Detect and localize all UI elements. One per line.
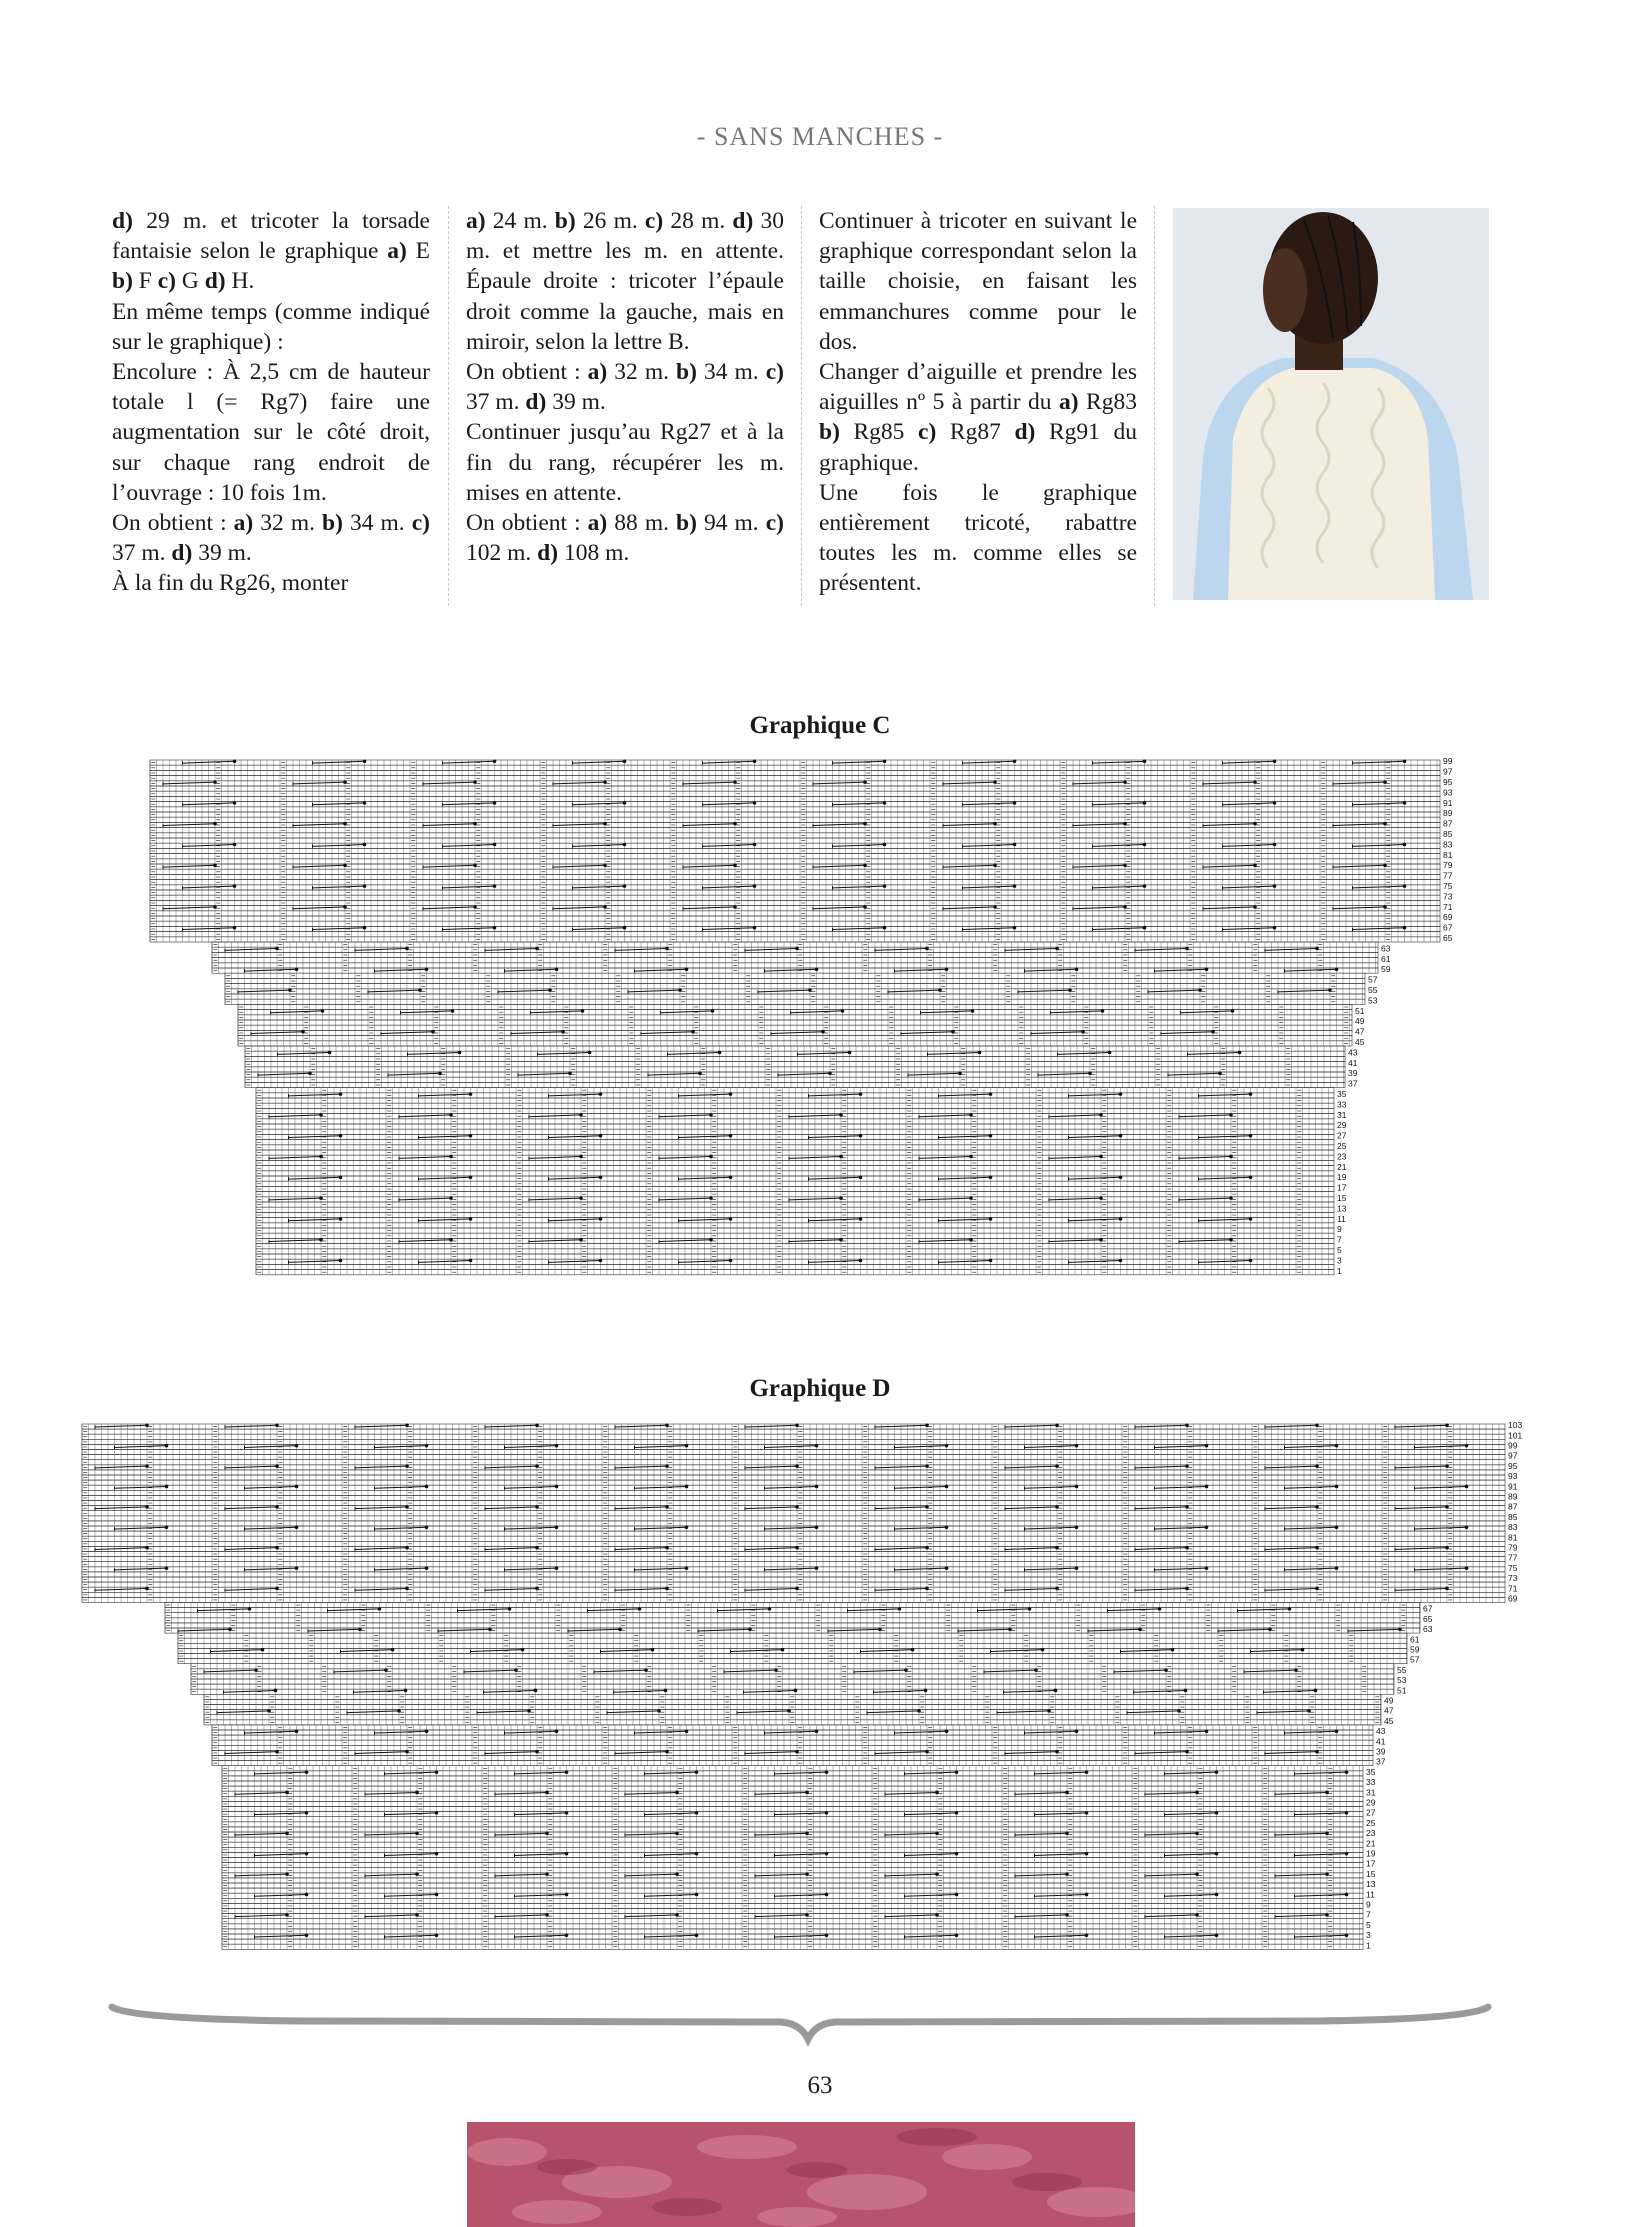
row-number-label: 91 [1508,1481,1518,1491]
chart-row [245,1077,1345,1082]
row-number-label: 29 [1366,1798,1376,1808]
row-number-label: 87 [1508,1502,1518,1512]
chart-row [245,1047,1358,1057]
row-number-label: 65 [1423,1614,1433,1624]
row-number-label: 69 [1443,912,1453,922]
chart-row [150,881,1453,891]
chart-row [238,1025,1352,1030]
chart-row [82,1531,1505,1536]
row-number-label: 79 [1508,1543,1518,1553]
chart-row [178,1643,1407,1648]
chart-row [82,1592,1505,1597]
chart-row [165,1604,1433,1614]
row-number-label: 65 [1443,933,1453,943]
chart-row [212,943,1391,953]
chart-row [256,1089,1347,1099]
row-number-label: 33 [1366,1777,1376,1787]
chart-row [212,1735,1373,1740]
row-number-label: 15 [1337,1193,1347,1203]
row-number-label: 95 [1508,1461,1518,1471]
row-number-label: 81 [1508,1532,1518,1542]
chart-row [82,1572,1505,1577]
row-number-label: 57 [1368,975,1378,985]
chart-row [150,839,1453,849]
chart-row [225,995,1378,1005]
paragraph: On obtient : a) 88 m. b) 94 m. c) 102 m. d) 108 m. [466,508,784,568]
chart-row [191,1684,1394,1689]
chart-row [256,1212,1334,1217]
row-number-label: 1 [1337,1266,1342,1276]
chart-row [245,1046,1345,1051]
chart-row [82,1511,1505,1516]
chart-row [256,1160,1334,1165]
chart-row [256,1214,1346,1224]
chart-row [82,1501,1505,1506]
paragraph: Une fois le graphique entièrement tricoté, rabattre toutes les m. comme elles se présentent. [819,478,1137,599]
row-number-label: 37 [1348,1079,1358,1089]
row-number-label: 13 [1337,1203,1347,1213]
chart-row [82,1450,1505,1455]
row-number-label: 51 [1355,1006,1365,1016]
row-number-label: 73 [1508,1573,1518,1583]
chart-row [225,984,1365,989]
chart-row [222,1817,1363,1822]
chart-row [238,1015,1352,1020]
chart-row [150,838,1440,843]
paragraph: Continuer jusqu’au Rg27 et à la fin du rang, récupérer les m. mises en attente. [466,417,784,508]
chart-row [150,912,1453,922]
chart-row [222,1898,1363,1903]
chart-row [150,817,1440,822]
chart-row [222,1767,1376,1777]
chart-row [178,1634,1420,1644]
chart-row [82,1552,1505,1557]
chart-row [256,1099,1347,1109]
row-number-label: 45 [1355,1037,1365,1047]
row-number-label: 61 [1381,954,1391,964]
row-number-label: 67 [1423,1604,1433,1614]
chart-row [150,765,1440,770]
chart-row [165,1603,1420,1608]
row-number-label: 53 [1368,995,1378,1005]
chart-row [256,1193,1347,1203]
chart-row [256,1172,1347,1182]
row-number-label: 35 [1366,1767,1376,1777]
chart-row [222,1888,1363,1893]
row-number-label: 27 [1366,1808,1376,1818]
row-number-label: 7 [1337,1235,1342,1245]
row-number-label: 73 [1443,891,1453,901]
chart-row [222,1827,1363,1832]
chart-row [212,963,1378,968]
paragraph: d) 29 m. et tricoter la torsade fantaisie selon le graphique a) E b) F c) G d) H. [112,206,430,297]
chart-row [82,1460,1505,1465]
row-number-label: 91 [1443,798,1453,808]
row-number-label: 93 [1443,787,1453,797]
chart-row [256,1088,1334,1093]
row-number-label: 21 [1337,1162,1347,1172]
chart-row [256,1171,1334,1176]
row-number-label: 71 [1508,1583,1518,1593]
chart-row [256,1110,1347,1120]
column-divider [1154,206,1155,606]
chart-row [191,1664,1394,1669]
chart-row [204,1696,1394,1706]
chart-row [82,1541,1505,1546]
chart-row [150,807,1440,812]
row-number-label: 9 [1337,1224,1342,1234]
row-number-label: 43 [1348,1047,1358,1057]
chart-row [256,1120,1347,1130]
row-number-label: 37 [1376,1757,1386,1767]
text-column-2 [466,206,784,568]
row-number-label: 5 [1366,1920,1371,1930]
row-number-label: 67 [1443,923,1453,933]
chart-row [165,1623,1420,1628]
row-number-label: 11 [1337,1214,1346,1224]
row-number-label: 9 [1366,1900,1371,1910]
chart-row [222,1807,1363,1812]
chart-row [165,1613,1420,1618]
row-number-label: 3 [1337,1255,1342,1265]
chart-row [82,1562,1505,1567]
chart-row [225,973,1365,978]
chart-row [222,1849,1376,1859]
row-number-label: 63 [1423,1624,1433,1634]
chart-row [256,1140,1334,1145]
chart-row [256,1162,1347,1172]
row-number-label: 69 [1508,1594,1518,1604]
chart-row [204,1716,1394,1726]
paragraph: On obtient : a) 32 m. b) 34 m. c) 37 m. d) 39 m. [466,357,784,417]
row-number-label: 35 [1337,1089,1347,1099]
row-number-label: 17 [1366,1859,1376,1869]
row-number-label: 3 [1366,1930,1371,1940]
row-number-label: 29 [1337,1120,1347,1130]
chart-row [256,1183,1347,1193]
chart-row [150,787,1453,797]
row-number-label: 85 [1443,829,1453,839]
row-number-label: 25 [1366,1818,1376,1828]
chart-row [256,1129,1334,1134]
chart-row [222,1766,1363,1771]
chart-row [222,1777,1376,1787]
chart-row [212,1725,1373,1730]
row-number-label: 49 [1355,1016,1365,1026]
chart-row [256,1141,1347,1151]
chart-row [150,808,1453,818]
chart-row [150,891,1453,901]
chart-grid [82,1420,1522,1950]
chart-row [222,1818,1376,1828]
row-number-label: 53 [1397,1675,1407,1685]
row-number-label: 93 [1508,1471,1518,1481]
row-number-label: 79 [1443,860,1453,870]
decorative-brace [0,1995,1640,2055]
chart-row [178,1633,1407,1638]
paragraph: a) 24 m. b) 26 m. c) 28 m. d) 30 m. et mettre les m. en attente. Épaule droite : tricoter l’épaule droit comme la gauche, mais en miroir, selon la lettre B. [466,206,784,357]
chart-row [150,796,1440,801]
row-number-label: 47 [1355,1027,1365,1037]
chart-row [82,1429,1505,1434]
chart-row [256,1202,1334,1207]
chart-row [238,1004,1352,1009]
row-number-label: 1 [1366,1940,1371,1950]
column-divider [801,206,802,606]
paragraph: À la fin du Rg26, monter [112,568,430,598]
row-number-label: 101 [1508,1430,1522,1440]
chart-row [245,1068,1358,1078]
chart-row [82,1420,1522,1430]
row-number-label: 13 [1366,1879,1376,1889]
row-number-label: 87 [1443,819,1453,829]
row-number-label: 7 [1366,1910,1371,1920]
paragraph: Encolure : À 2,5 cm de hauteur totale l (= Rg7) faire une augmentation sur le côté droit, sur chaque rang endroit de l’ouvrage : 10 fois 1m. [112,357,430,508]
row-number-label: 47 [1384,1706,1394,1716]
row-number-label: 95 [1443,777,1453,787]
row-number-label: 103 [1508,1420,1522,1430]
text-column-3 [819,206,1137,599]
chart-row [204,1706,1394,1716]
chart-row [82,1521,1505,1526]
chart-grid [150,756,1453,1276]
row-number-label: 23 [1366,1828,1376,1838]
chart-row [150,932,1440,937]
chart-row [212,952,1378,957]
paragraph: Continuer à tricoter en suivant le graphique correspondant selon la taille choisie, en faisant les emmanchures comme pour le dos. [819,206,1137,357]
chart-row [245,1079,1358,1089]
chart-row [222,1808,1376,1818]
row-number-label: 63 [1381,943,1391,953]
chart-row [256,1181,1334,1186]
chart-row [82,1582,1505,1587]
chart-row [212,1756,1373,1761]
row-number-label: 27 [1337,1131,1347,1141]
chart-row [150,869,1440,874]
row-number-label: 41 [1376,1736,1386,1746]
chart-row [222,1878,1363,1883]
section-header: - SANS MANCHES - [0,122,1640,152]
row-number-label: 39 [1348,1068,1358,1078]
row-number-label: 75 [1443,881,1453,891]
chart-row [245,1056,1345,1061]
row-number-label: 83 [1508,1522,1518,1532]
chart-row [150,880,1440,885]
fluffy-fabric-texture [467,2122,1135,2227]
chart-row [178,1645,1420,1655]
row-number-label: 19 [1366,1849,1376,1859]
row-number-label: 55 [1368,985,1378,995]
row-number-label: 23 [1337,1151,1347,1161]
next-page-preview [467,2122,1135,2227]
chart-row [256,1264,1334,1269]
chart-row [256,1098,1334,1103]
chart-row [150,776,1440,781]
chart-title-c: Graphique C [0,712,1640,740]
knitting-chart-d [0,1418,1640,1978]
chart-row [150,890,1440,895]
chart-row [150,828,1440,833]
chart-row [204,1694,1381,1699]
column-divider [448,206,449,606]
chart-row [222,1796,1363,1801]
paragraph: En même temps (comme indiqué sur le graphique) : [112,297,430,357]
page-number: 63 [0,2072,1640,2100]
chart-row [165,1614,1433,1624]
row-number-label: 71 [1443,902,1453,912]
chart-row [150,848,1440,853]
model-illustration [1173,208,1489,600]
row-number-label: 59 [1410,1645,1420,1655]
chart-title-d: Graphique D [0,1375,1640,1403]
chart-row [222,1858,1363,1863]
row-number-label: 21 [1366,1838,1376,1848]
row-number-label: 97 [1508,1451,1518,1461]
chart-row [222,1859,1376,1869]
chart-row [150,921,1440,926]
chart-row [82,1490,1505,1495]
chart-row [204,1705,1381,1710]
model-photo [1173,208,1489,600]
row-number-label: 39 [1376,1747,1386,1757]
paragraph: On obtient : a) 32 m. b) 34 m. c) 37 m. d) 39 m. [112,508,430,568]
row-number-label: 77 [1508,1553,1518,1563]
row-number-label: 49 [1384,1696,1394,1706]
chart-row [238,1036,1352,1041]
chart-row [222,1939,1363,1944]
chart-row [222,1929,1363,1934]
chart-row [256,1108,1334,1113]
row-number-label: 45 [1384,1716,1394,1726]
row-number-label: 99 [1508,1441,1518,1451]
chart-row [245,1058,1358,1068]
chart-row [191,1674,1394,1679]
chart-row [222,1879,1376,1889]
chart-row [150,756,1453,766]
chart-row [222,1798,1376,1808]
chart-row [222,1838,1376,1848]
row-number-label: 43 [1376,1726,1386,1736]
chart-row [256,1244,1334,1249]
row-number-label: 99 [1443,756,1453,766]
row-number-label: 41 [1348,1058,1358,1068]
row-number-label: 85 [1508,1512,1518,1522]
chart-row [82,1470,1505,1475]
chart-row [150,859,1440,864]
row-number-label: 19 [1337,1172,1347,1182]
chart-row [256,1223,1334,1228]
row-number-label: 33 [1337,1099,1347,1109]
row-number-label: 5 [1337,1245,1342,1255]
row-number-label: 89 [1443,808,1453,818]
chart-row [256,1233,1334,1238]
chart-row [178,1655,1420,1665]
chart-row [222,1847,1363,1852]
chart-row [222,1919,1363,1924]
chart-row [82,1480,1505,1485]
chart-row [222,1786,1363,1791]
row-number-label: 77 [1443,871,1453,881]
text-column-1 [112,206,430,599]
row-number-label: 59 [1381,964,1391,974]
chart-row [212,942,1378,947]
chart-row [256,1151,1347,1161]
chart-row [256,1131,1347,1141]
row-number-label: 31 [1337,1110,1347,1120]
row-number-label: 15 [1366,1869,1376,1879]
row-number-label: 75 [1508,1563,1518,1573]
chart-row [225,994,1365,999]
chart-row [256,1203,1347,1213]
chart-row [256,1192,1334,1197]
chart-row [222,1909,1363,1914]
row-number-label: 97 [1443,767,1453,777]
chart-row [82,1439,1505,1444]
row-number-label: 81 [1443,850,1453,860]
chart-row [256,1119,1334,1124]
chart-row [212,964,1391,974]
row-number-label: 55 [1397,1665,1407,1675]
chart-row [178,1654,1407,1659]
chart-row [150,829,1453,839]
chart-row [204,1715,1381,1720]
chart-row [150,786,1440,791]
chart-row [245,1067,1345,1072]
row-number-label: 61 [1410,1634,1420,1644]
knitting-chart-c [0,755,1640,1295]
chart-row [150,911,1440,916]
row-number-label: 25 [1337,1141,1347,1151]
row-number-label: 17 [1337,1183,1347,1193]
row-number-label: 57 [1410,1655,1420,1665]
row-number-label: 11 [1366,1889,1375,1899]
chart-row [150,900,1440,905]
chart-row [222,1868,1363,1873]
chart-row [222,1776,1363,1781]
row-number-label: 31 [1366,1787,1376,1797]
paragraph: Changer d’aiguille et prendre les aiguilles nº 5 à partir du a) Rg83 b) Rg85 c) Rg87 d) Rg91 du graphique. [819,357,1137,478]
chart-row [256,1254,1334,1259]
chart-row [212,1745,1373,1750]
chart-row [222,1837,1363,1842]
row-number-label: 89 [1508,1492,1518,1502]
row-number-label: 51 [1397,1685,1407,1695]
chart-row [256,1150,1334,1155]
row-number-label: 83 [1443,839,1453,849]
